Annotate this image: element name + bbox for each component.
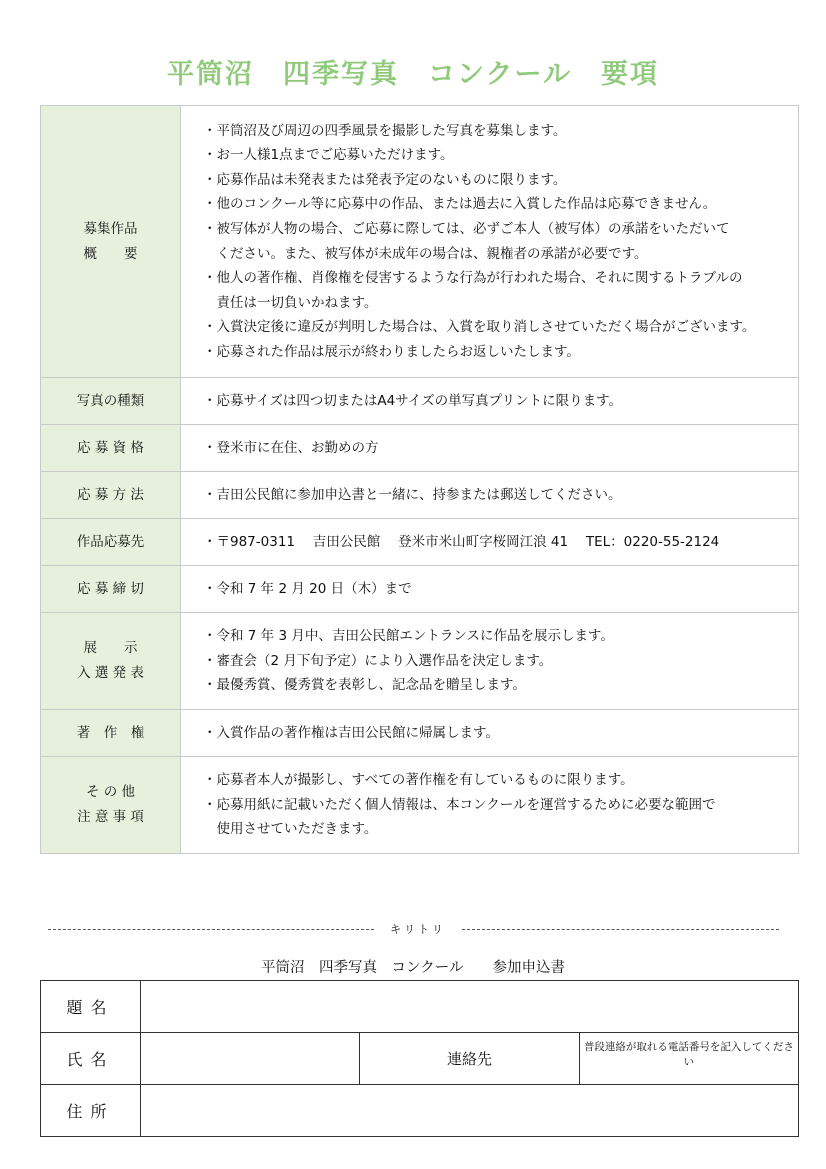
- row-label: 募集作品 概 要: [41, 106, 181, 378]
- form-row-title: [41, 981, 799, 1033]
- requirement-row: [41, 378, 799, 425]
- cut-line-left: [48, 929, 374, 930]
- name-field[interactable]: [141, 1033, 360, 1085]
- row-line: ・令和 7 年 2 月 20 日（木）まで: [203, 580, 412, 597]
- row-line: ・応募者本人が撮影し、すべての著作権を有しているものに限ります。: [203, 772, 634, 789]
- row-line: ・令和 7 年 3 月中、吉田公民館エントランスに作品を展示します。: [203, 628, 614, 645]
- row-content: [181, 710, 799, 757]
- row-line: ・応募作品は未発表または発表予定のないものに限ります。: [203, 171, 567, 188]
- row-line: 責任は一切負いかねます。: [203, 294, 378, 311]
- row-line: ください。また、被写体が未成年の場合は、親権者の承諾が必要です。: [203, 245, 648, 262]
- row-content: [181, 519, 799, 566]
- row-line: ・登米市に在住、お勤めの方: [203, 439, 379, 456]
- row-label: 著 作 権: [41, 710, 181, 757]
- row-line: 使用させていただきます。: [203, 821, 378, 838]
- requirement-row: [41, 519, 799, 566]
- row-line: ・最優秀賞、優秀賞を表彰し、記念品を贈呈します。: [203, 677, 526, 694]
- row-line: ・応募用紙に記載いただく個人情報は、本コンクールを運営するために必要な範囲で: [203, 796, 716, 813]
- row-content: [181, 613, 799, 710]
- requirement-row: [41, 106, 799, 378]
- cut-line-right: [462, 929, 779, 930]
- row-content: [181, 566, 799, 613]
- row-label: 応 募 資 格: [41, 425, 181, 472]
- row-content: [181, 106, 799, 378]
- row-label: 応 募 方 法: [41, 472, 181, 519]
- row-line: ・審査会（2 月下旬予定）により入選作品を決定します。: [203, 652, 553, 669]
- row-line: ・〒987-0311 吉田公民館 登米市米山町字桜岡江浪 41 TEL：0220-55-2124: [203, 533, 720, 550]
- requirements-table: [40, 105, 799, 854]
- contact-label: 連絡先: [360, 1033, 579, 1085]
- row-line: ・他人の著作権、肖像権を侵害するような行為が行われた場合、それに関するトラブルの: [203, 270, 743, 287]
- cut-label: キリトリ: [390, 923, 446, 936]
- row-label: 作品応募先: [41, 519, 181, 566]
- form-row-name: [41, 1033, 799, 1085]
- requirement-row: [41, 710, 799, 757]
- name-label: 氏名: [41, 1033, 141, 1085]
- contact-note: 普段連絡が取れる電話番号を記入してください: [583, 1041, 794, 1068]
- application-form: [40, 980, 799, 1137]
- row-line: ・お一人様1点までご応募いただけます。: [203, 147, 454, 164]
- application-title: 平筒沼 四季写真 コンクール 参加申込書: [261, 960, 565, 976]
- row-line: ・入賞決定後に違反が判明した場合は、入賞を取り消しさせていただく場合がございます。: [203, 319, 756, 336]
- row-line: ・吉田公民館に参加申込書と一緒に、持参または郵送してください。: [203, 486, 622, 503]
- form-row-address: [41, 1085, 799, 1137]
- row-content: [181, 425, 799, 472]
- cut-line: [48, 922, 779, 938]
- page-title: 平筒沼 四季写真 コンクール 要項: [167, 59, 659, 90]
- requirement-row: [41, 425, 799, 472]
- address-label: 住所: [41, 1085, 141, 1137]
- address-field[interactable]: [141, 1085, 799, 1137]
- requirement-row: [41, 613, 799, 710]
- row-line: ・応募サイズは四つ切またはA4サイズの単写真プリントに限ります。: [203, 392, 623, 409]
- row-line: ・入賞作品の著作権は吉田公民館に帰属します。: [203, 724, 499, 741]
- row-content: [181, 472, 799, 519]
- row-label: そ の 他 注 意 事 項: [41, 757, 181, 854]
- row-line: ・被写体が人物の場合、ご応募に際しては、必ずご本人（被写体）の承諾をいただいて: [203, 220, 730, 237]
- title-field[interactable]: [141, 981, 799, 1033]
- row-label: 応 募 締 切: [41, 566, 181, 613]
- row-line: ・他のコンクール等に応募中の作品、または過去に入賞した作品は応募できません。: [203, 196, 717, 213]
- requirement-row: [41, 472, 799, 519]
- row-line: ・応募された作品は展示が終わりましたらお返しいたします。: [203, 343, 580, 360]
- row-label: 展 示 入 選 発 表: [41, 613, 181, 710]
- row-label: 写真の種類: [41, 378, 181, 425]
- requirement-row: [41, 757, 799, 854]
- row-content: [181, 378, 799, 425]
- contact-field[interactable]: [579, 1033, 798, 1085]
- requirement-row: [41, 566, 799, 613]
- row-content: [181, 757, 799, 854]
- title-label: 題名: [41, 981, 141, 1033]
- row-line: ・平筒沼及び周辺の四季風景を撮影した写真を募集します。: [203, 122, 567, 139]
